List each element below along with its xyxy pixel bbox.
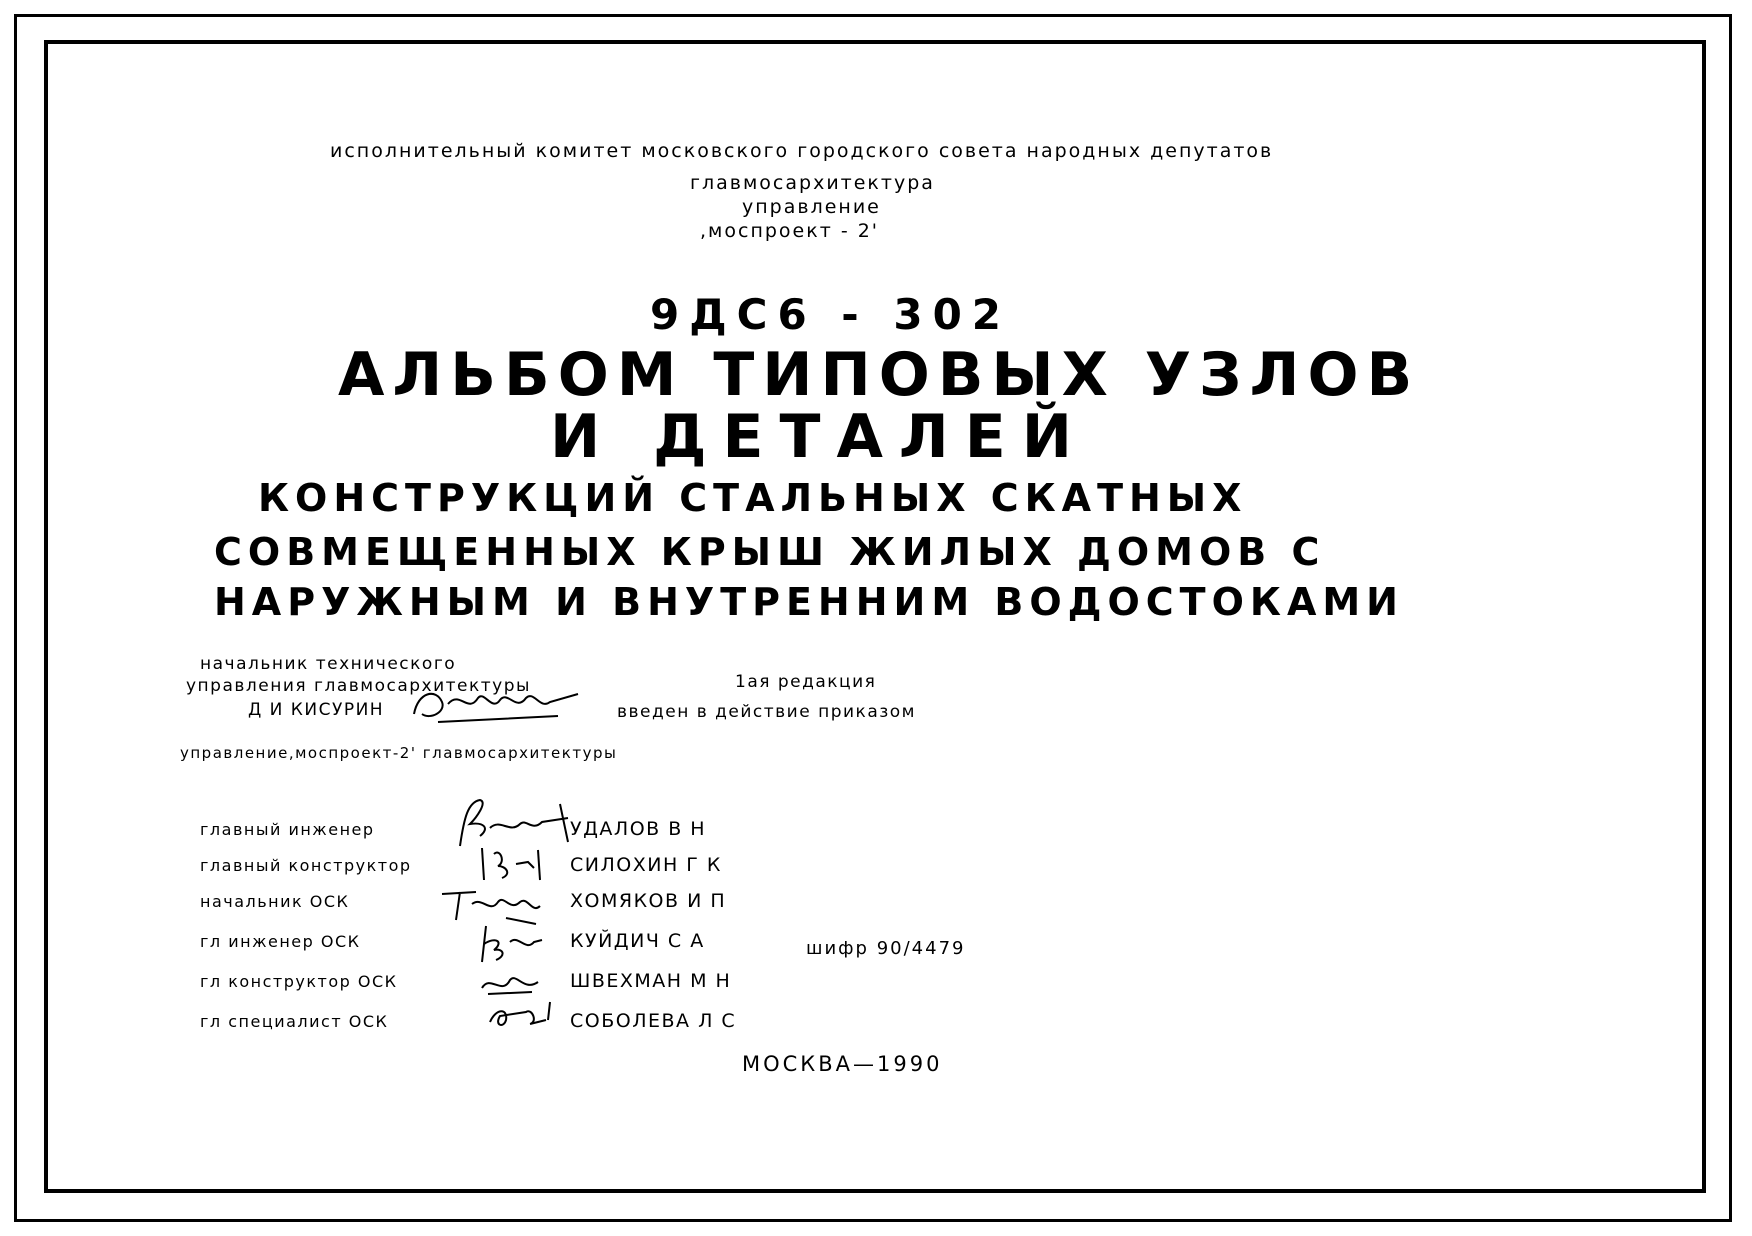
city-year: МОСКВА—1990: [742, 1052, 943, 1076]
signatory-position: главный конструктор: [200, 856, 412, 875]
signatory-row: [200, 1010, 736, 1032]
signatory-name: ХОМЯКОВ И П: [570, 890, 727, 912]
edition-label: 1ая редакция: [735, 672, 877, 692]
signature-silokhin: [476, 844, 546, 884]
signatory-position: главный инженер: [200, 820, 375, 839]
document-cipher: шифр 90/4479: [806, 938, 966, 959]
chief-name: Д И КИСУРИН: [248, 700, 385, 720]
subtitle-line-3: НАРУЖНЫМ И ВНУТРЕННИМ ВОДОСТОКАМИ: [214, 580, 1404, 624]
chief-title-line-1: начальник технического: [200, 654, 457, 674]
signatory-name: УДАЛОВ В Н: [570, 818, 707, 840]
signatory-row: [200, 930, 705, 952]
signatory-name: КУЙДИЧ С А: [570, 930, 705, 952]
decree-label: введен в действие приказом: [617, 702, 916, 722]
signatory-name: ШВЕХМАН М Н: [570, 970, 732, 992]
subtitle-line-1: КОНСТРУКЦИЙ СТАЛЬНЫХ СКАТНЫХ: [258, 476, 1248, 520]
department-label: управление: [742, 196, 881, 218]
signature-soboleva: [486, 1000, 556, 1034]
signatory-row: [200, 854, 722, 876]
signatory-name: СОБОЛЕВА Л С: [570, 1010, 737, 1032]
subtitle-line-2: СОВМЕЩЕННЫХ КРЫШ ЖИЛЫХ ДОМОВ С: [214, 530, 1326, 574]
organization-name: главмосархитектура: [690, 172, 935, 194]
issuing-committee: исполнительный комитет московского городского совета народных депутатов: [330, 140, 1274, 162]
chief-title-line-2: управления главмосархитектуры: [186, 676, 531, 696]
department-name: ,моспроект - 2': [700, 220, 880, 242]
department-line: управление,моспроект-2' главмосархитектуры: [180, 744, 618, 762]
title-line-2: И ДЕТАЛЕЙ: [550, 402, 1088, 472]
signatory-name: СИЛОХИН Г К: [570, 854, 722, 876]
signature-udalov: [450, 798, 580, 848]
signatory-row: [200, 970, 731, 992]
document-code: 9ДС6 - 302: [650, 290, 1012, 339]
chief-signature: [408, 684, 583, 726]
title-line-1: АЛЬБОМ ТИПОВЫХ УЗЛОВ: [338, 340, 1421, 410]
signatory-position: гл специалист ОСК: [200, 1012, 389, 1031]
signatory-position: гл инженер ОСК: [200, 932, 361, 951]
signatory-position: гл конструктор ОСК: [200, 972, 398, 991]
signature-kuydich: [476, 922, 546, 966]
signature-shvekhman: [478, 968, 542, 998]
signatory-position: начальник ОСК: [200, 892, 350, 911]
